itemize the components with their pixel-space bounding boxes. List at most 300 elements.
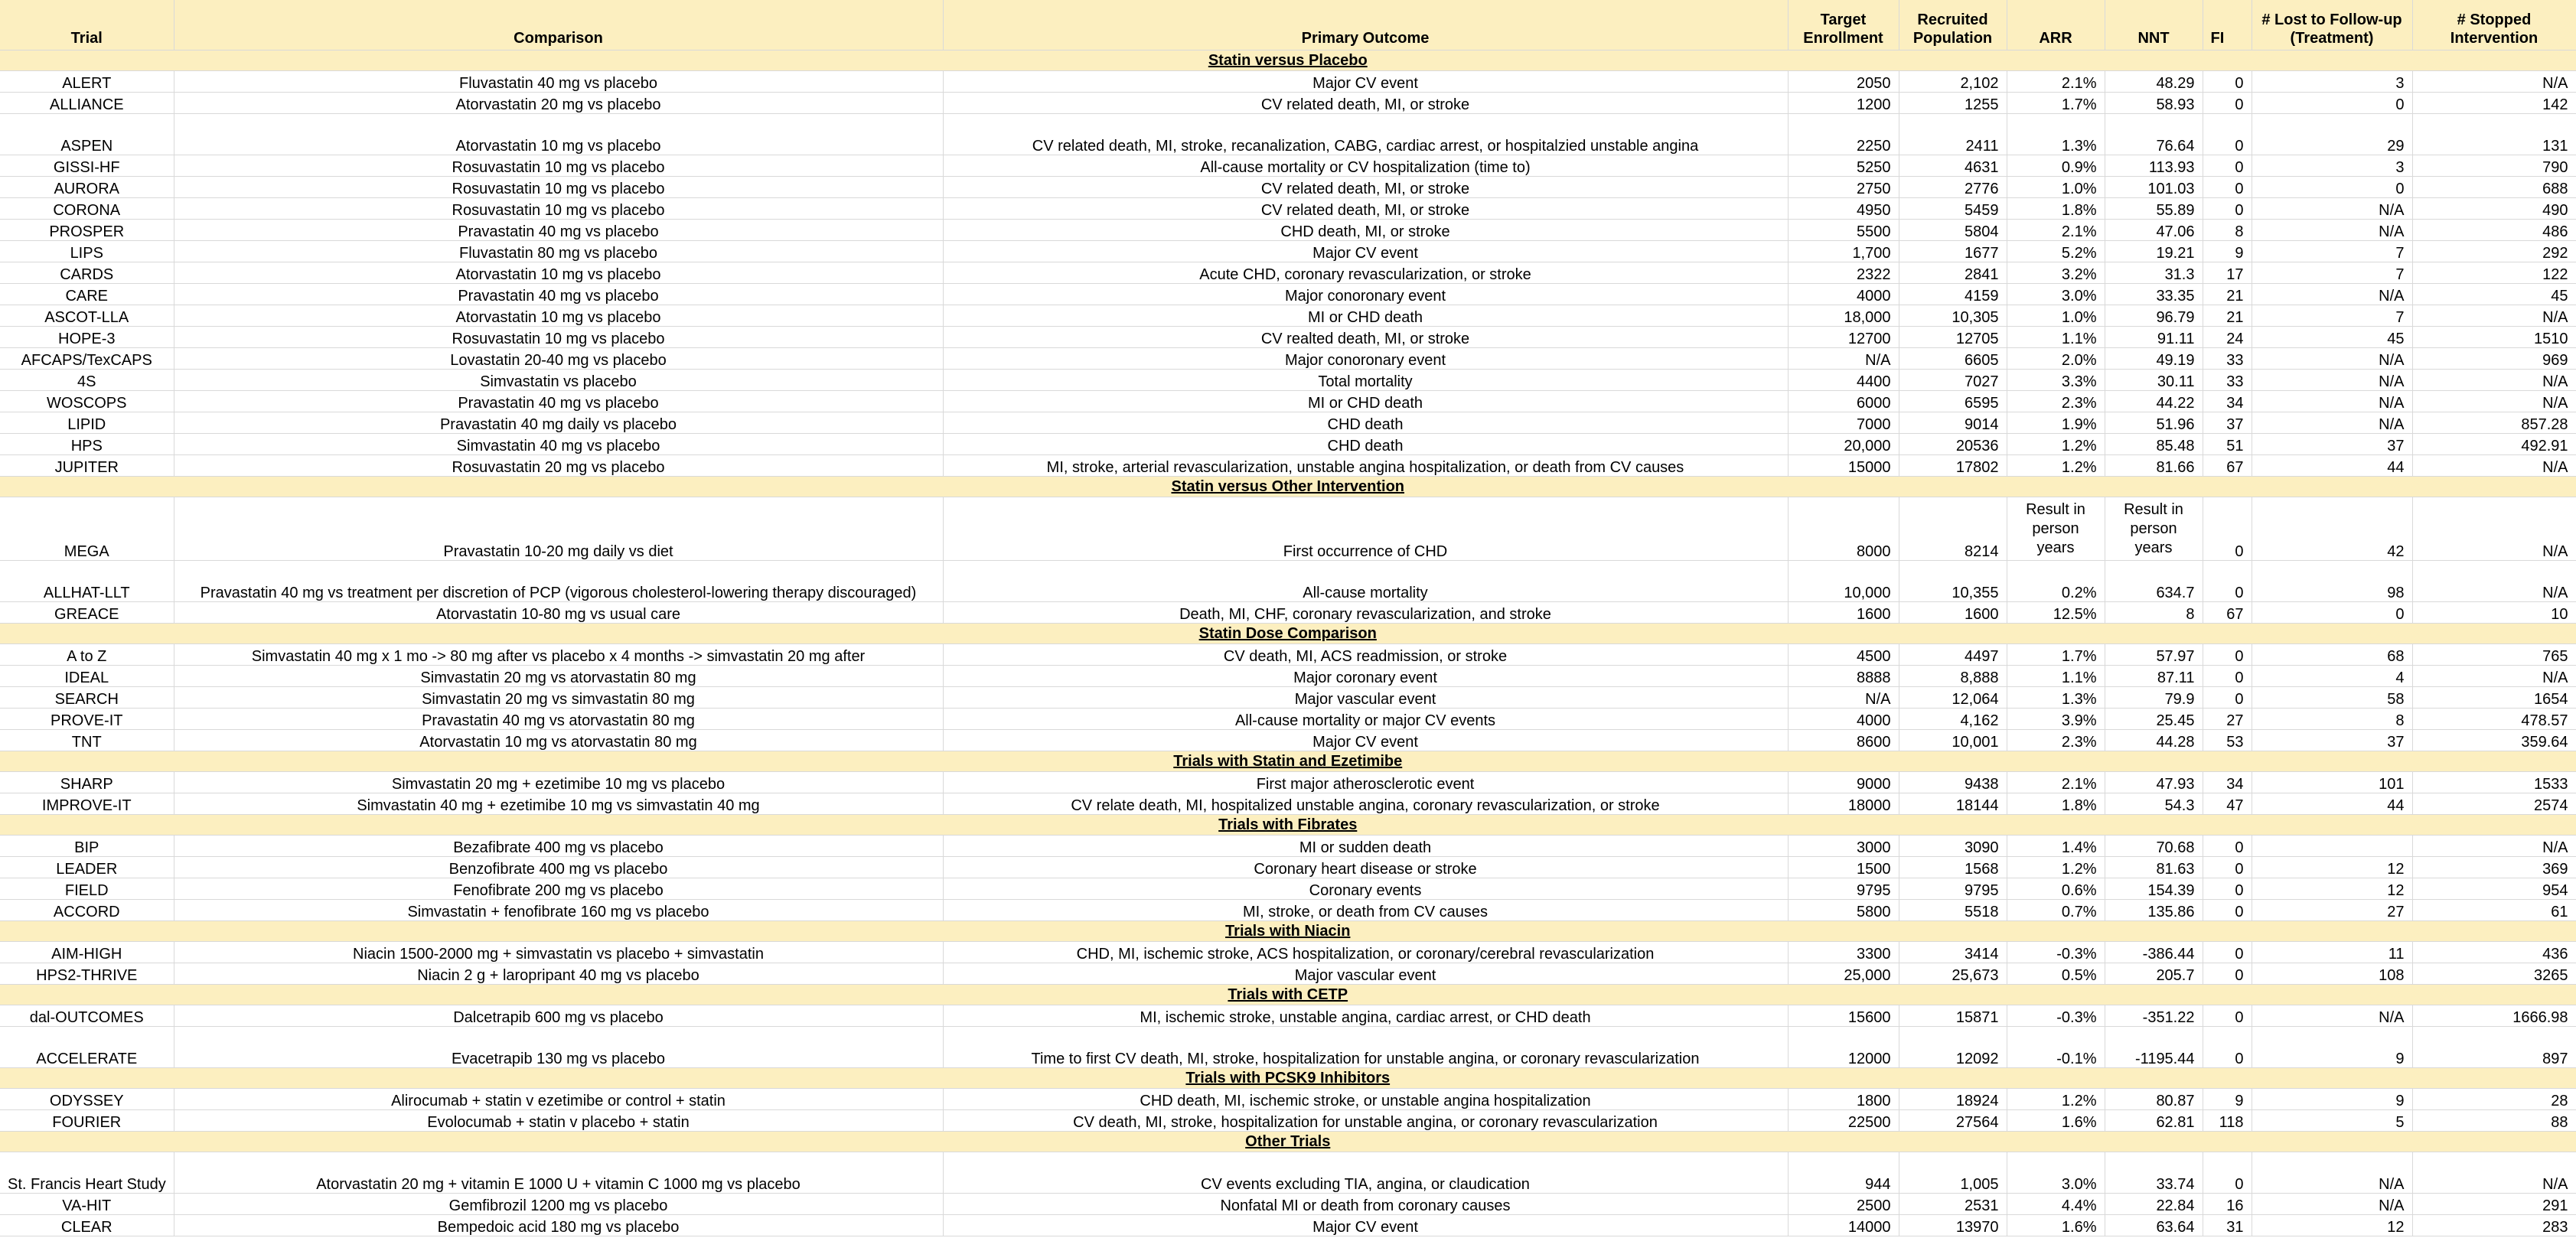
cell-lost-to-follow-up[interactable]: 7	[2252, 241, 2412, 262]
cell-comparison[interactable]: Pravastatin 40 mg vs placebo	[174, 284, 943, 305]
cell-arr[interactable]: 2.1%	[2007, 220, 2105, 241]
cell-fi[interactable]: 27	[2203, 709, 2252, 730]
cell-arr[interactable]: 1.2%	[2007, 857, 2105, 878]
cell-target-enrollment[interactable]: 3000	[1788, 836, 1899, 857]
cell-nnt[interactable]: 154.39	[2105, 878, 2203, 900]
cell-stopped-intervention[interactable]: 478.57	[2412, 709, 2576, 730]
cell-nnt[interactable]: 44.22	[2105, 391, 2203, 412]
cell-stopped-intervention[interactable]: 1666.98	[2412, 1005, 2576, 1027]
cell-nnt[interactable]: 85.48	[2105, 434, 2203, 455]
cell-stopped-intervention[interactable]: 283	[2412, 1215, 2576, 1236]
cell-arr[interactable]: 0.2%	[2007, 561, 2105, 602]
cell-trial[interactable]: ALLIANCE	[0, 93, 174, 114]
cell-target-enrollment[interactable]: 2322	[1788, 262, 1899, 284]
cell-nnt[interactable]: 47.93	[2105, 772, 2203, 793]
cell-nnt[interactable]: 63.64	[2105, 1215, 2203, 1236]
cell-arr[interactable]: 1.8%	[2007, 793, 2105, 815]
cell-primary-outcome[interactable]: MI or sudden death	[943, 836, 1788, 857]
cell-fi[interactable]: 0	[2203, 900, 2252, 921]
cell-stopped-intervention[interactable]: 954	[2412, 878, 2576, 900]
cell-stopped-intervention[interactable]: 897	[2412, 1027, 2576, 1068]
cell-nnt[interactable]: 101.03	[2105, 177, 2203, 198]
cell-stopped-intervention[interactable]: N/A	[2412, 836, 2576, 857]
cell-comparison[interactable]: Evolocumab + statin v placebo + statin	[174, 1110, 943, 1132]
section-title[interactable]: Trials with PCSK9 Inhibitors	[0, 1068, 2576, 1089]
cell-recruited-population[interactable]: 1600	[1899, 602, 2007, 624]
cell-stopped-intervention[interactable]: 765	[2412, 644, 2576, 666]
cell-lost-to-follow-up[interactable]: 29	[2252, 114, 2412, 155]
cell-target-enrollment[interactable]: 7000	[1788, 412, 1899, 434]
cell-nnt[interactable]: 49.19	[2105, 348, 2203, 370]
cell-target-enrollment[interactable]: 2500	[1788, 1194, 1899, 1215]
cell-target-enrollment[interactable]: 8888	[1788, 666, 1899, 687]
cell-lost-to-follow-up[interactable]: 44	[2252, 793, 2412, 815]
section-title[interactable]: Trials with Fibrates	[0, 815, 2576, 836]
cell-fi[interactable]: 0	[2203, 114, 2252, 155]
cell-trial[interactable]: CORONA	[0, 198, 174, 220]
cell-arr[interactable]: -0.1%	[2007, 1027, 2105, 1068]
cell-target-enrollment[interactable]: 10,000	[1788, 561, 1899, 602]
cell-primary-outcome[interactable]: CHD death, MI, ischemic stroke, or unstable angina hospitalization	[943, 1089, 1788, 1110]
cell-target-enrollment[interactable]: 25,000	[1788, 963, 1899, 985]
cell-recruited-population[interactable]: 18924	[1899, 1089, 2007, 1110]
cell-trial[interactable]: GISSI-HF	[0, 155, 174, 177]
cell-trial[interactable]: A to Z	[0, 644, 174, 666]
cell-stopped-intervention[interactable]: 2574	[2412, 793, 2576, 815]
cell-stopped-intervention[interactable]: 45	[2412, 284, 2576, 305]
cell-lost-to-follow-up[interactable]: 3	[2252, 71, 2412, 93]
cell-nnt[interactable]: 57.97	[2105, 644, 2203, 666]
cell-comparison[interactable]: Rosuvastatin 10 mg vs placebo	[174, 327, 943, 348]
cell-primary-outcome[interactable]: Major CV event	[943, 730, 1788, 751]
cell-nnt[interactable]: 54.3	[2105, 793, 2203, 815]
cell-lost-to-follow-up[interactable]: 7	[2252, 262, 2412, 284]
cell-arr[interactable]: 1.1%	[2007, 327, 2105, 348]
cell-fi[interactable]: 33	[2203, 348, 2252, 370]
cell-arr[interactable]: 1.6%	[2007, 1110, 2105, 1132]
cell-primary-outcome[interactable]: CV death, MI, ACS readmission, or stroke	[943, 644, 1788, 666]
cell-primary-outcome[interactable]: CHD death	[943, 412, 1788, 434]
cell-lost-to-follow-up[interactable]: 68	[2252, 644, 2412, 666]
cell-fi[interactable]: 0	[2203, 497, 2252, 561]
cell-nnt[interactable]: 58.93	[2105, 93, 2203, 114]
cell-comparison[interactable]: Dalcetrapib 600 mg vs placebo	[174, 1005, 943, 1027]
cell-fi[interactable]: 0	[2203, 155, 2252, 177]
header-recruited-population[interactable]: Recruited Population	[1899, 0, 2007, 50]
cell-stopped-intervention[interactable]: N/A	[2412, 391, 2576, 412]
cell-lost-to-follow-up[interactable]: N/A	[2252, 1194, 2412, 1215]
cell-trial[interactable]: AFCAPS/TexCAPS	[0, 348, 174, 370]
cell-primary-outcome[interactable]: All-cause mortality	[943, 561, 1788, 602]
cell-fi[interactable]: 21	[2203, 284, 2252, 305]
cell-primary-outcome[interactable]: Total mortality	[943, 370, 1788, 391]
cell-trial[interactable]: FIELD	[0, 878, 174, 900]
cell-comparison[interactable]: Fluvastatin 80 mg vs placebo	[174, 241, 943, 262]
cell-fi[interactable]: 0	[2203, 1152, 2252, 1194]
cell-fi[interactable]: 67	[2203, 455, 2252, 477]
cell-arr[interactable]: 1.3%	[2007, 114, 2105, 155]
cell-trial[interactable]: SHARP	[0, 772, 174, 793]
cell-primary-outcome[interactable]: Major CV event	[943, 1215, 1788, 1236]
cell-arr[interactable]: 0.5%	[2007, 963, 2105, 985]
cell-recruited-population[interactable]: 20536	[1899, 434, 2007, 455]
cell-comparison[interactable]: Pravastatin 40 mg vs placebo	[174, 220, 943, 241]
cell-comparison[interactable]: Simvastatin + fenofibrate 160 mg vs placebo	[174, 900, 943, 921]
cell-trial[interactable]: ALERT	[0, 71, 174, 93]
cell-fi[interactable]: 0	[2203, 1005, 2252, 1027]
cell-lost-to-follow-up[interactable]: 7	[2252, 305, 2412, 327]
cell-recruited-population[interactable]: 15871	[1899, 1005, 2007, 1027]
cell-target-enrollment[interactable]: 20,000	[1788, 434, 1899, 455]
cell-lost-to-follow-up[interactable]: N/A	[2252, 348, 2412, 370]
cell-recruited-population[interactable]: 8214	[1899, 497, 2007, 561]
cell-recruited-population[interactable]: 2531	[1899, 1194, 2007, 1215]
cell-recruited-population[interactable]: 5804	[1899, 220, 2007, 241]
cell-nnt[interactable]: 87.11	[2105, 666, 2203, 687]
cell-primary-outcome[interactable]: CV death, MI, stroke, hospitalization for unstable angina, or coronary revascularization	[943, 1110, 1788, 1132]
section-title[interactable]: Trials with Statin and Ezetimibe	[0, 751, 2576, 772]
cell-primary-outcome[interactable]: MI, ischemic stroke, unstable angina, cardiac arrest, or CHD death	[943, 1005, 1788, 1027]
cell-fi[interactable]: 33	[2203, 370, 2252, 391]
cell-target-enrollment[interactable]: 5250	[1788, 155, 1899, 177]
cell-fi[interactable]: 0	[2203, 878, 2252, 900]
cell-comparison[interactable]: Atorvastatin 10-80 mg vs usual care	[174, 602, 943, 624]
cell-recruited-population[interactable]: 27564	[1899, 1110, 2007, 1132]
cell-stopped-intervention[interactable]: 291	[2412, 1194, 2576, 1215]
cell-recruited-population[interactable]: 6595	[1899, 391, 2007, 412]
cell-trial[interactable]: HPS2-THRIVE	[0, 963, 174, 985]
cell-arr[interactable]: 1.7%	[2007, 644, 2105, 666]
header-target-enrollment[interactable]: Target Enrollment	[1788, 0, 1899, 50]
cell-target-enrollment[interactable]: 1,700	[1788, 241, 1899, 262]
cell-primary-outcome[interactable]: MI or CHD death	[943, 305, 1788, 327]
cell-primary-outcome[interactable]: CV relate death, MI, hospitalized unstable angina, coronary revascularization, or stroke	[943, 793, 1788, 815]
cell-fi[interactable]: 0	[2203, 177, 2252, 198]
cell-trial[interactable]: LEADER	[0, 857, 174, 878]
cell-primary-outcome[interactable]: All-cause mortality or major CV events	[943, 709, 1788, 730]
cell-recruited-population[interactable]: 2411	[1899, 114, 2007, 155]
cell-comparison[interactable]: Rosuvastatin 10 mg vs placebo	[174, 177, 943, 198]
cell-arr[interactable]: 1.0%	[2007, 177, 2105, 198]
cell-comparison[interactable]: Pravastatin 40 mg vs atorvastatin 80 mg	[174, 709, 943, 730]
cell-stopped-intervention[interactable]: 88	[2412, 1110, 2576, 1132]
cell-recruited-population[interactable]: 13970	[1899, 1215, 2007, 1236]
cell-comparison[interactable]: Pravastatin 40 mg vs placebo	[174, 391, 943, 412]
cell-lost-to-follow-up[interactable]: N/A	[2252, 198, 2412, 220]
cell-primary-outcome[interactable]: Major vascular event	[943, 687, 1788, 709]
cell-lost-to-follow-up[interactable]: N/A	[2252, 284, 2412, 305]
cell-fi[interactable]: 0	[2203, 857, 2252, 878]
cell-primary-outcome[interactable]: First occurrence of CHD	[943, 497, 1788, 561]
cell-fi[interactable]: 34	[2203, 391, 2252, 412]
cell-lost-to-follow-up[interactable]: 12	[2252, 1215, 2412, 1236]
cell-stopped-intervention[interactable]: 3265	[2412, 963, 2576, 985]
cell-comparison[interactable]: Niacin 2 g + laropripant 40 mg vs placebo	[174, 963, 943, 985]
cell-primary-outcome[interactable]: MI or CHD death	[943, 391, 1788, 412]
cell-target-enrollment[interactable]: 1600	[1788, 602, 1899, 624]
cell-recruited-population[interactable]: 3414	[1899, 942, 2007, 963]
cell-nnt[interactable]: 91.11	[2105, 327, 2203, 348]
cell-fi[interactable]: 9	[2203, 1089, 2252, 1110]
cell-target-enrollment[interactable]: 12700	[1788, 327, 1899, 348]
cell-arr[interactable]: -0.3%	[2007, 942, 2105, 963]
cell-fi[interactable]: 0	[2203, 942, 2252, 963]
cell-arr[interactable]: Result in person years	[2007, 497, 2105, 561]
cell-fi[interactable]: 0	[2203, 198, 2252, 220]
cell-nnt[interactable]: 25.45	[2105, 709, 2203, 730]
cell-stopped-intervention[interactable]: 790	[2412, 155, 2576, 177]
cell-lost-to-follow-up[interactable]: 0	[2252, 177, 2412, 198]
cell-nnt[interactable]: 76.64	[2105, 114, 2203, 155]
cell-arr[interactable]: 1.7%	[2007, 93, 2105, 114]
cell-primary-outcome[interactable]: Acute CHD, coronary revascularization, or stroke	[943, 262, 1788, 284]
cell-nnt[interactable]: 81.63	[2105, 857, 2203, 878]
cell-primary-outcome[interactable]: Nonfatal MI or death from coronary causes	[943, 1194, 1788, 1215]
cell-stopped-intervention[interactable]: N/A	[2412, 305, 2576, 327]
cell-comparison[interactable]: Simvastatin vs placebo	[174, 370, 943, 391]
cell-recruited-population[interactable]: 18144	[1899, 793, 2007, 815]
cell-arr[interactable]: -0.3%	[2007, 1005, 2105, 1027]
cell-recruited-population[interactable]: 4497	[1899, 644, 2007, 666]
cell-target-enrollment[interactable]: 4950	[1788, 198, 1899, 220]
cell-fi[interactable]: 0	[2203, 561, 2252, 602]
cell-target-enrollment[interactable]: 8600	[1788, 730, 1899, 751]
cell-fi[interactable]: 0	[2203, 963, 2252, 985]
cell-stopped-intervention[interactable]: 857.28	[2412, 412, 2576, 434]
cell-primary-outcome[interactable]: Death, MI, CHF, coronary revascularization, and stroke	[943, 602, 1788, 624]
cell-nnt[interactable]: 96.79	[2105, 305, 2203, 327]
cell-comparison[interactable]: Niacin 1500-2000 mg + simvastatin vs placebo + simvastatin	[174, 942, 943, 963]
cell-target-enrollment[interactable]: 22500	[1788, 1110, 1899, 1132]
cell-stopped-intervention[interactable]: 28	[2412, 1089, 2576, 1110]
header-primary-outcome[interactable]: Primary Outcome	[943, 0, 1788, 50]
cell-trial[interactable]: AURORA	[0, 177, 174, 198]
cell-nnt[interactable]: -1195.44	[2105, 1027, 2203, 1068]
cell-arr[interactable]: 2.1%	[2007, 772, 2105, 793]
cell-trial[interactable]: CARE	[0, 284, 174, 305]
cell-stopped-intervention[interactable]: 1654	[2412, 687, 2576, 709]
cell-comparison[interactable]: Evacetrapib 130 mg vs placebo	[174, 1027, 943, 1068]
cell-trial[interactable]: PROVE-IT	[0, 709, 174, 730]
cell-recruited-population[interactable]: 3090	[1899, 836, 2007, 857]
cell-trial[interactable]: LIPS	[0, 241, 174, 262]
cell-primary-outcome[interactable]: MI, stroke, or death from CV causes	[943, 900, 1788, 921]
cell-nnt[interactable]: 48.29	[2105, 71, 2203, 93]
cell-comparison[interactable]: Lovastatin 20-40 mg vs placebo	[174, 348, 943, 370]
cell-lost-to-follow-up[interactable]: 101	[2252, 772, 2412, 793]
cell-comparison[interactable]: Pravastatin 10-20 mg daily vs diet	[174, 497, 943, 561]
header-arr[interactable]: ARR	[2007, 0, 2105, 50]
cell-recruited-population[interactable]: 6605	[1899, 348, 2007, 370]
cell-lost-to-follow-up[interactable]: 11	[2252, 942, 2412, 963]
cell-arr[interactable]: 3.2%	[2007, 262, 2105, 284]
cell-stopped-intervention[interactable]: 436	[2412, 942, 2576, 963]
cell-lost-to-follow-up[interactable]: N/A	[2252, 412, 2412, 434]
cell-comparison[interactable]: Simvastatin 20 mg vs atorvastatin 80 mg	[174, 666, 943, 687]
cell-arr[interactable]: 0.7%	[2007, 900, 2105, 921]
cell-target-enrollment[interactable]: 8000	[1788, 497, 1899, 561]
cell-recruited-population[interactable]: 4631	[1899, 155, 2007, 177]
cell-comparison[interactable]: Atorvastatin 10 mg vs atorvastatin 80 mg	[174, 730, 943, 751]
cell-primary-outcome[interactable]: CV related death, MI, or stroke	[943, 93, 1788, 114]
cell-stopped-intervention[interactable]: 969	[2412, 348, 2576, 370]
cell-fi[interactable]: 0	[2203, 1027, 2252, 1068]
cell-arr[interactable]: 1.8%	[2007, 198, 2105, 220]
cell-fi[interactable]: 0	[2203, 644, 2252, 666]
cell-comparison[interactable]: Bempedoic acid 180 mg vs placebo	[174, 1215, 943, 1236]
cell-stopped-intervention[interactable]: 492.91	[2412, 434, 2576, 455]
cell-target-enrollment[interactable]: 9795	[1788, 878, 1899, 900]
cell-fi[interactable]: 34	[2203, 772, 2252, 793]
cell-trial[interactable]: IMPROVE-IT	[0, 793, 174, 815]
cell-target-enrollment[interactable]: 1500	[1788, 857, 1899, 878]
cell-nnt[interactable]: 30.11	[2105, 370, 2203, 391]
cell-comparison[interactable]: Atorvastatin 10 mg vs placebo	[174, 262, 943, 284]
cell-lost-to-follow-up[interactable]: 44	[2252, 455, 2412, 477]
cell-recruited-population[interactable]: 9795	[1899, 878, 2007, 900]
cell-fi[interactable]: 0	[2203, 666, 2252, 687]
section-title[interactable]: Statin Dose Comparison	[0, 624, 2576, 644]
cell-recruited-population[interactable]: 12092	[1899, 1027, 2007, 1068]
cell-fi[interactable]: 118	[2203, 1110, 2252, 1132]
cell-recruited-population[interactable]: 8,888	[1899, 666, 2007, 687]
cell-arr[interactable]: 1.9%	[2007, 412, 2105, 434]
section-title[interactable]: Trials with CETP	[0, 985, 2576, 1005]
cell-lost-to-follow-up[interactable]	[2252, 836, 2412, 857]
cell-comparison[interactable]: Gemfibrozil 1200 mg vs placebo	[174, 1194, 943, 1215]
cell-nnt[interactable]: Result in person years	[2105, 497, 2203, 561]
cell-recruited-population[interactable]: 4,162	[1899, 709, 2007, 730]
cell-stopped-intervention[interactable]: 369	[2412, 857, 2576, 878]
cell-lost-to-follow-up[interactable]: 12	[2252, 878, 2412, 900]
cell-primary-outcome[interactable]: First major atherosclerotic event	[943, 772, 1788, 793]
cell-fi[interactable]: 8	[2203, 220, 2252, 241]
cell-target-enrollment[interactable]: 4500	[1788, 644, 1899, 666]
cell-trial[interactable]: VA-HIT	[0, 1194, 174, 1215]
cell-lost-to-follow-up[interactable]: 37	[2252, 434, 2412, 455]
cell-stopped-intervention[interactable]: 142	[2412, 93, 2576, 114]
cell-stopped-intervention[interactable]: 1533	[2412, 772, 2576, 793]
cell-trial[interactable]: CARDS	[0, 262, 174, 284]
cell-target-enrollment[interactable]: 1800	[1788, 1089, 1899, 1110]
cell-target-enrollment[interactable]: 4400	[1788, 370, 1899, 391]
cell-arr[interactable]: 0.6%	[2007, 878, 2105, 900]
cell-nnt[interactable]: 33.35	[2105, 284, 2203, 305]
cell-lost-to-follow-up[interactable]: 9	[2252, 1027, 2412, 1068]
cell-primary-outcome[interactable]: CV related death, MI, or stroke	[943, 177, 1788, 198]
cell-arr[interactable]: 1.2%	[2007, 455, 2105, 477]
cell-comparison[interactable]: Bezafibrate 400 mg vs placebo	[174, 836, 943, 857]
cell-primary-outcome[interactable]: Major vascular event	[943, 963, 1788, 985]
cell-fi[interactable]: 47	[2203, 793, 2252, 815]
cell-nnt[interactable]: 19.21	[2105, 241, 2203, 262]
cell-target-enrollment[interactable]: 3300	[1788, 942, 1899, 963]
cell-comparison[interactable]: Simvastatin 40 mg + ezetimibe 10 mg vs simvastatin 40 mg	[174, 793, 943, 815]
header-nnt[interactable]: NNT	[2105, 0, 2203, 50]
cell-arr[interactable]: 1.4%	[2007, 836, 2105, 857]
cell-primary-outcome[interactable]: All-cause mortality or CV hospitalization (time to)	[943, 155, 1788, 177]
cell-trial[interactable]: ODYSSEY	[0, 1089, 174, 1110]
cell-comparison[interactable]: Simvastatin 20 mg vs simvastatin 80 mg	[174, 687, 943, 709]
cell-target-enrollment[interactable]: 18000	[1788, 793, 1899, 815]
cell-arr[interactable]: 2.0%	[2007, 348, 2105, 370]
cell-primary-outcome[interactable]: Major conoronary event	[943, 284, 1788, 305]
cell-lost-to-follow-up[interactable]: 12	[2252, 857, 2412, 878]
cell-lost-to-follow-up[interactable]: N/A	[2252, 1005, 2412, 1027]
cell-nnt[interactable]: 44.28	[2105, 730, 2203, 751]
cell-primary-outcome[interactable]: CHD death, MI, or stroke	[943, 220, 1788, 241]
cell-nnt[interactable]: 62.81	[2105, 1110, 2203, 1132]
cell-recruited-population[interactable]: 1677	[1899, 241, 2007, 262]
cell-recruited-population[interactable]: 9014	[1899, 412, 2007, 434]
cell-fi[interactable]: 67	[2203, 602, 2252, 624]
cell-nnt[interactable]: 22.84	[2105, 1194, 2203, 1215]
cell-fi[interactable]: 21	[2203, 305, 2252, 327]
cell-target-enrollment[interactable]: 4000	[1788, 284, 1899, 305]
cell-trial[interactable]: FOURIER	[0, 1110, 174, 1132]
header-fi[interactable]: FI	[2203, 0, 2252, 50]
cell-target-enrollment[interactable]: 5800	[1788, 900, 1899, 921]
cell-fi[interactable]: 24	[2203, 327, 2252, 348]
cell-target-enrollment[interactable]: 14000	[1788, 1215, 1899, 1236]
cell-nnt[interactable]: 70.68	[2105, 836, 2203, 857]
cell-target-enrollment[interactable]: 18,000	[1788, 305, 1899, 327]
cell-comparison[interactable]: Benzofibrate 400 mg vs placebo	[174, 857, 943, 878]
cell-trial[interactable]: IDEAL	[0, 666, 174, 687]
cell-stopped-intervention[interactable]: 359.64	[2412, 730, 2576, 751]
section-title[interactable]: Trials with Niacin	[0, 921, 2576, 942]
cell-primary-outcome[interactable]: Coronary heart disease or stroke	[943, 857, 1788, 878]
cell-lost-to-follow-up[interactable]: 9	[2252, 1089, 2412, 1110]
cell-target-enrollment[interactable]: 12000	[1788, 1027, 1899, 1068]
cell-arr[interactable]: 2.1%	[2007, 71, 2105, 93]
cell-target-enrollment[interactable]: 2050	[1788, 71, 1899, 93]
cell-comparison[interactable]: Atorvastatin 20 mg + vitamin E 1000 U + vitamin C 1000 mg vs placebo	[174, 1152, 943, 1194]
section-title[interactable]: Other Trials	[0, 1132, 2576, 1152]
cell-target-enrollment[interactable]: 15000	[1788, 455, 1899, 477]
cell-trial[interactable]: HPS	[0, 434, 174, 455]
cell-target-enrollment[interactable]: 1200	[1788, 93, 1899, 114]
cell-trial[interactable]: St. Francis Heart Study	[0, 1152, 174, 1194]
cell-stopped-intervention[interactable]: N/A	[2412, 497, 2576, 561]
cell-trial[interactable]: PROSPER	[0, 220, 174, 241]
cell-stopped-intervention[interactable]: 688	[2412, 177, 2576, 198]
cell-primary-outcome[interactable]: CV events excluding TIA, angina, or claudication	[943, 1152, 1788, 1194]
cell-recruited-population[interactable]: 10,305	[1899, 305, 2007, 327]
cell-nnt[interactable]: 33.74	[2105, 1152, 2203, 1194]
cell-arr[interactable]: 2.3%	[2007, 391, 2105, 412]
cell-arr[interactable]: 1.2%	[2007, 1089, 2105, 1110]
cell-trial[interactable]: ASPEN	[0, 114, 174, 155]
cell-primary-outcome[interactable]: Time to first CV death, MI, stroke, hospitalization for unstable angina, or coronary revascularization	[943, 1027, 1788, 1068]
cell-nnt[interactable]: 51.96	[2105, 412, 2203, 434]
cell-arr[interactable]: 1.3%	[2007, 687, 2105, 709]
cell-primary-outcome[interactable]: CV realted death, MI, or stroke	[943, 327, 1788, 348]
cell-nnt[interactable]: 55.89	[2105, 198, 2203, 220]
cell-nnt[interactable]: 79.9	[2105, 687, 2203, 709]
cell-recruited-population[interactable]: 1255	[1899, 93, 2007, 114]
cell-lost-to-follow-up[interactable]: 4	[2252, 666, 2412, 687]
cell-lost-to-follow-up[interactable]: 108	[2252, 963, 2412, 985]
cell-nnt[interactable]: 47.06	[2105, 220, 2203, 241]
cell-comparison[interactable]: Rosuvastatin 10 mg vs placebo	[174, 198, 943, 220]
cell-recruited-population[interactable]: 1568	[1899, 857, 2007, 878]
cell-fi[interactable]: 0	[2203, 71, 2252, 93]
cell-stopped-intervention[interactable]: 131	[2412, 114, 2576, 155]
cell-stopped-intervention[interactable]: 61	[2412, 900, 2576, 921]
cell-target-enrollment[interactable]: 4000	[1788, 709, 1899, 730]
cell-arr[interactable]: 3.9%	[2007, 709, 2105, 730]
